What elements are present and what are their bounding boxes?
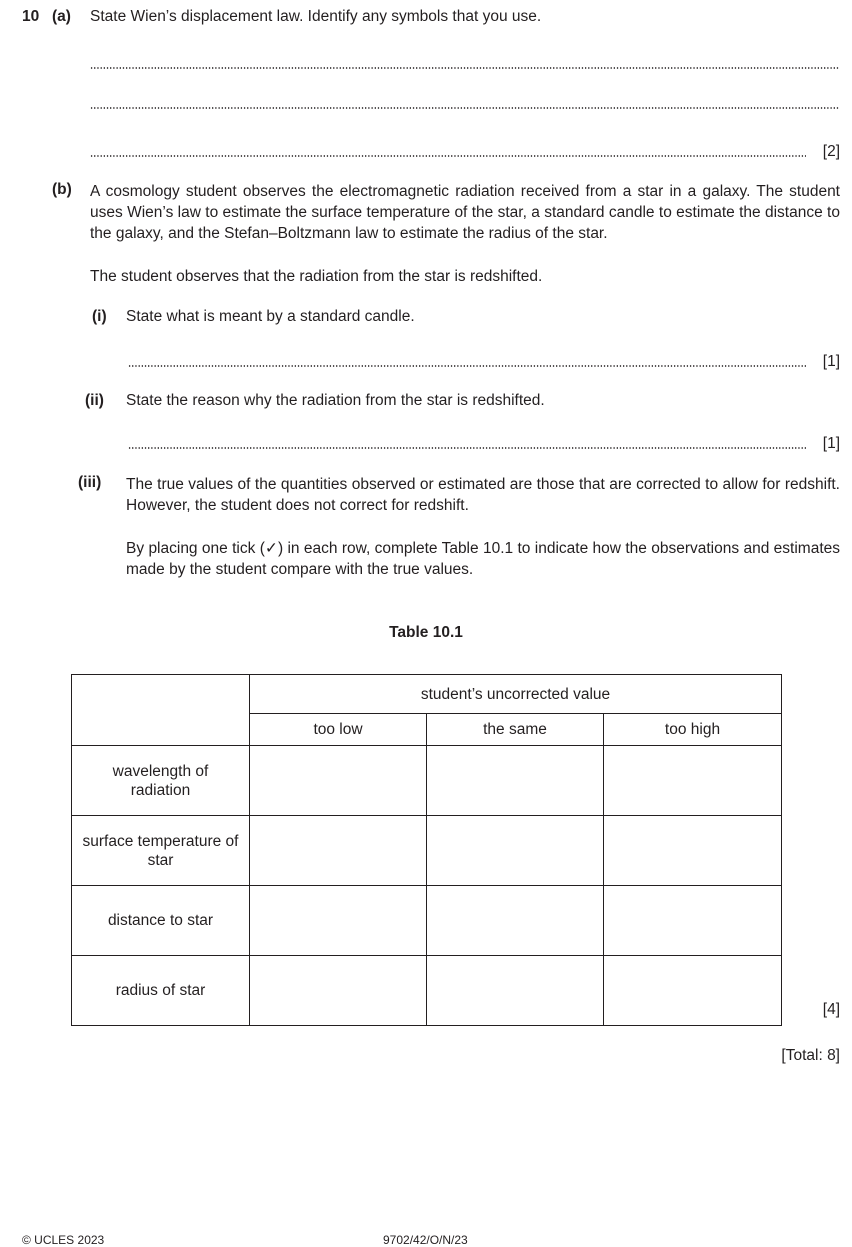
answer-line-a-3[interactable]	[90, 155, 806, 157]
column-header-the-same: the same	[427, 714, 604, 746]
part-b-ii-text: State the reason why the radiation from the star is redshifted.	[126, 392, 545, 409]
tick-cell-wavelength-too-low[interactable]	[250, 746, 427, 816]
total-marks: [Total: 8]	[781, 1047, 840, 1064]
footer-copyright: © UCLES 2023	[22, 1233, 105, 1247]
row-header-wavelength	[72, 746, 250, 816]
marks-b-iii: [4]	[822, 1001, 840, 1018]
answer-line-a-1[interactable]	[90, 67, 840, 69]
answer-line-a-2[interactable]	[90, 107, 840, 109]
tick-cell-radius-too-low[interactable]	[250, 956, 427, 1026]
table-corner-cell	[72, 675, 250, 746]
row-header-distance: distance to star	[72, 886, 250, 956]
tick-cell-radius-too-high[interactable]	[604, 956, 782, 1026]
part-b-label: (b)	[52, 181, 72, 198]
column-header-too-low: too low	[250, 714, 427, 746]
part-b-intro: A cosmology student observes the electromagnetic radiation received from a star in a galaxy. The student uses Wien’s law to estimate the surface temperature of the star, a standard candle to estimate the distance to the galaxy, and the Stefan–Boltzmann law to estimate the radius of the star.	[90, 183, 840, 242]
part-b-i-label: (i)	[92, 308, 107, 325]
table-row	[72, 746, 782, 816]
answer-line-b-i[interactable]	[128, 365, 806, 367]
tick-cell-temperature-too-high[interactable]	[604, 816, 782, 886]
table-group-header: student’s uncorrected value	[250, 675, 782, 714]
table-row	[72, 816, 782, 886]
table-row	[72, 886, 782, 956]
part-b-iii-text-1: The true values of the quantities observed or estimated are those that are corrected to allow for redshift. However, the student does not correct for redshift.	[126, 476, 840, 514]
question-number: 10	[22, 8, 40, 25]
table-10-1	[71, 674, 782, 1026]
part-b-i-text: State what is meant by a standard candle.	[126, 308, 415, 325]
column-header-too-high: too high	[604, 714, 782, 746]
tick-cell-distance-the-same[interactable]	[427, 886, 604, 956]
row-header-radius: radius of star	[72, 956, 250, 1026]
part-b-observation: The student observes that the radiation from the star is redshifted.	[90, 268, 543, 285]
marks-b-ii: [1]	[822, 435, 840, 452]
row-header-label: surface temperature of star	[82, 832, 239, 869]
tick-cell-wavelength-the-same[interactable]	[427, 746, 604, 816]
marks-b-i: [1]	[822, 353, 840, 370]
row-header-surface-temperature	[72, 816, 250, 886]
marks-a: [2]	[822, 143, 840, 160]
tick-cell-distance-too-high[interactable]	[604, 886, 782, 956]
answer-line-b-ii[interactable]	[128, 447, 806, 449]
tick-cell-temperature-too-low[interactable]	[250, 816, 427, 886]
tick-cell-wavelength-too-high[interactable]	[604, 746, 782, 816]
part-a-text: State Wien’s displacement law. Identify any symbols that you use.	[90, 8, 542, 25]
footer-paper-code: 9702/42/O/N/23	[383, 1233, 468, 1247]
part-a-label: (a)	[52, 8, 71, 25]
table-caption: Table 10.1	[389, 624, 463, 641]
row-header-label: wavelength of radiation	[112, 762, 209, 799]
tick-cell-temperature-the-same[interactable]	[427, 816, 604, 886]
table-row	[72, 956, 782, 1026]
part-b-iii-label: (iii)	[78, 474, 102, 491]
tick-cell-distance-too-low[interactable]	[250, 886, 427, 956]
tick-cell-radius-the-same[interactable]	[427, 956, 604, 1026]
part-b-iii-text-2: By placing one tick (✓) in each row, complete Table 10.1 to indicate how the observations and estimates made by the student compare with the true values.	[126, 540, 840, 578]
part-b-ii-label: (ii)	[85, 392, 104, 409]
